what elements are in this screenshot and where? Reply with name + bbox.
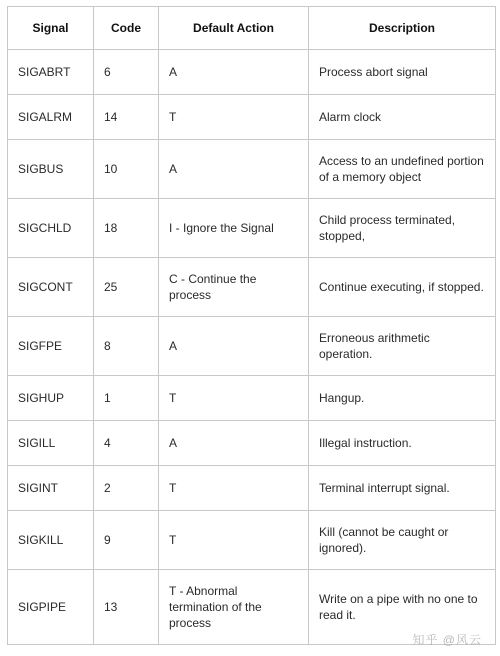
code-cell: 25	[94, 258, 159, 317]
signal-cell: SIGILL	[8, 421, 94, 466]
code-cell: 8	[94, 317, 159, 376]
action-cell: A	[159, 140, 309, 199]
action-cell: A	[159, 421, 309, 466]
description-cell: Kill (cannot be caught or ignored).	[309, 511, 496, 570]
signal-cell: SIGALRM	[8, 95, 94, 140]
table-row	[8, 421, 496, 466]
table-row	[8, 376, 496, 421]
action-cell: T	[159, 511, 309, 570]
code-cell: 9	[94, 511, 159, 570]
table-row	[8, 140, 496, 199]
code-cell: 13	[94, 570, 159, 645]
code-cell: 10	[94, 140, 159, 199]
table-row	[8, 50, 496, 95]
signal-cell: SIGFPE	[8, 317, 94, 376]
table-row	[8, 511, 496, 570]
signal-cell: SIGABRT	[8, 50, 94, 95]
signal-cell: SIGHUP	[8, 376, 94, 421]
description-cell: Continue executing, if stopped.	[309, 258, 496, 317]
action-cell: T	[159, 95, 309, 140]
signal-cell: SIGCHLD	[8, 199, 94, 258]
description-cell: Hangup.	[309, 376, 496, 421]
action-cell: T - Abnormal termination of the process	[159, 570, 309, 645]
column-header-description: Description	[309, 7, 496, 50]
action-cell: A	[159, 50, 309, 95]
table-row	[8, 95, 496, 140]
table-row	[8, 317, 496, 376]
signal-table	[7, 6, 496, 645]
signal-table-container	[7, 6, 495, 645]
signal-cell: SIGINT	[8, 466, 94, 511]
table-row	[8, 199, 496, 258]
column-header-default-action: Default Action	[159, 7, 309, 50]
description-cell: Terminal interrupt signal.	[309, 466, 496, 511]
code-cell: 18	[94, 199, 159, 258]
action-cell: I - Ignore the Signal	[159, 199, 309, 258]
table-row	[8, 466, 496, 511]
column-header-code: Code	[94, 7, 159, 50]
action-cell: T	[159, 376, 309, 421]
table-row	[8, 258, 496, 317]
description-cell: Process abort signal	[309, 50, 496, 95]
code-cell: 6	[94, 50, 159, 95]
watermark: 知乎 @风云	[412, 633, 482, 647]
table-row	[8, 570, 496, 645]
code-cell: 14	[94, 95, 159, 140]
description-cell: Child process terminated, stopped,	[309, 199, 496, 258]
signal-cell: SIGKILL	[8, 511, 94, 570]
code-cell: 4	[94, 421, 159, 466]
description-cell: Access to an undefined portion of a memory object	[309, 140, 496, 199]
column-header-signal: Signal	[8, 7, 94, 50]
code-cell: 1	[94, 376, 159, 421]
description-cell: Write on a pipe with no one to read it.	[309, 570, 496, 645]
table-header-row	[8, 7, 496, 50]
description-cell: Illegal instruction.	[309, 421, 496, 466]
signal-cell: SIGCONT	[8, 258, 94, 317]
description-cell: Erroneous arithmetic operation.	[309, 317, 496, 376]
action-cell: A	[159, 317, 309, 376]
action-cell: T	[159, 466, 309, 511]
description-cell: Alarm clock	[309, 95, 496, 140]
signal-cell: SIGPIPE	[8, 570, 94, 645]
code-cell: 2	[94, 466, 159, 511]
signal-cell: SIGBUS	[8, 140, 94, 199]
action-cell: C - Continue the process	[159, 258, 309, 317]
